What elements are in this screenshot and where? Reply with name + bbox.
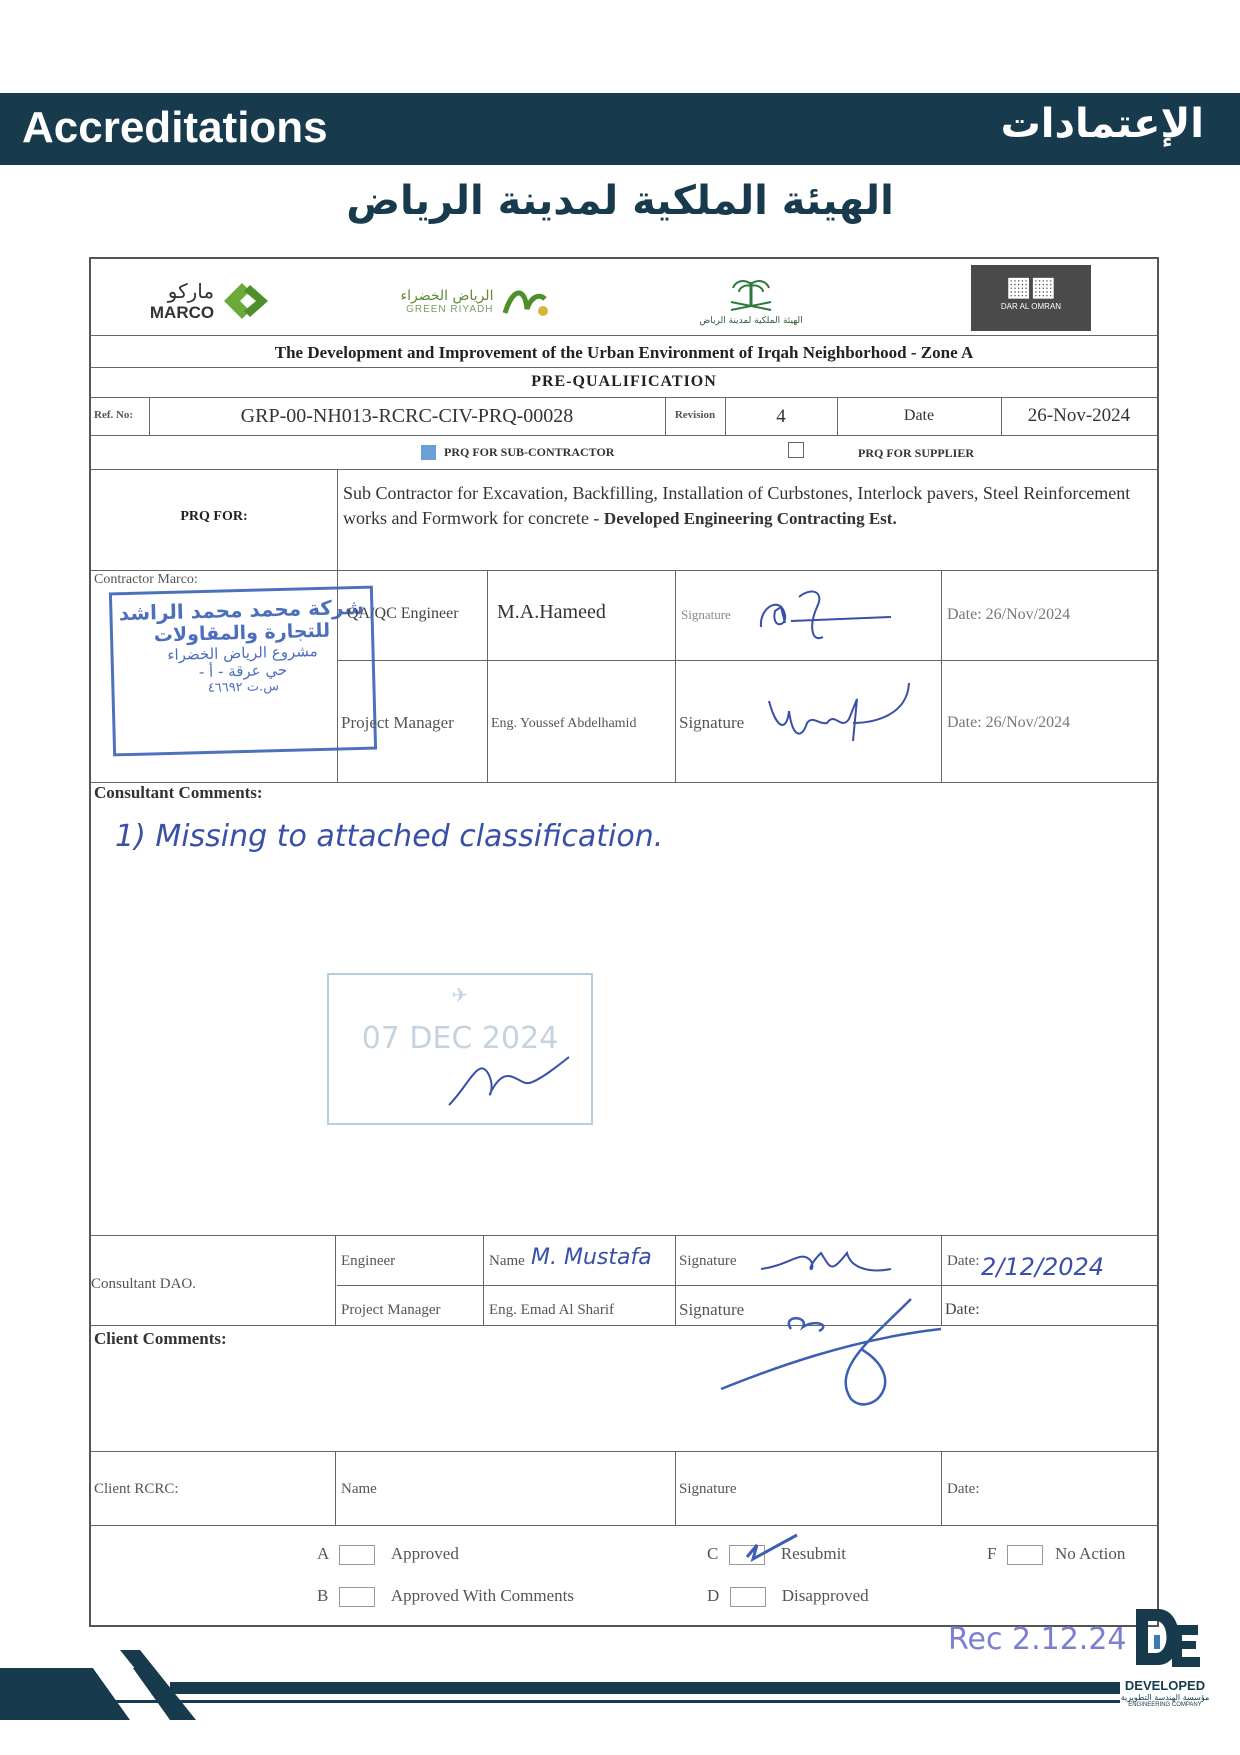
contractor-name-1: M.A.Hameed <box>497 601 606 623</box>
received-note: Rec 2.12.24 <box>948 1622 1127 1657</box>
contractor-date-2: Date: 26/Nov/2024 <box>947 714 1071 731</box>
marco-logo <box>141 267 281 335</box>
dar-logo-text: DAR AL OMRAN <box>1000 302 1062 311</box>
dao-name-hand-1: M. Mustafa <box>531 1245 652 1270</box>
code-f-letter: F <box>987 1544 997 1563</box>
contractor-role-2: Project Manager <box>341 713 454 732</box>
code-d-letter: D <box>707 1586 720 1605</box>
contractor-name-2: Eng. Youssef Abdelhamid <box>491 716 637 731</box>
code-a-label: Approved <box>390 1544 459 1563</box>
code-c-label: Resubmit <box>780 1544 847 1563</box>
dao-role-1: Engineer <box>341 1253 396 1269</box>
dao-signature-2 <box>711 1279 951 1409</box>
consultant-dao-label: Consultant DAO. <box>91 1276 196 1292</box>
marco-mark-icon <box>220 275 272 327</box>
footer-stripes <box>0 1640 1240 1720</box>
dao-date-label-2: Date: <box>945 1301 980 1318</box>
contractor-signature-2 <box>757 671 927 757</box>
dar-al-omran-logo: ▦▦ DAR AL OMRAN <box>971 265 1091 331</box>
prq-for-company: Developed Engineering Contracting Est. <box>603 509 897 528</box>
dao-date-label-1: Date: <box>947 1253 980 1269</box>
prq-for-label: PRQ FOR: <box>180 509 248 524</box>
date-value: 26-Nov-2024 <box>1027 405 1131 426</box>
code-f-label: No Action <box>1054 1544 1126 1563</box>
contractor-signature-1 <box>751 577 901 647</box>
dao-role-2: Project Manager <box>341 1302 441 1318</box>
code-f <box>987 1544 1125 1565</box>
client-comments-label: Client Comments: <box>94 1329 227 1348</box>
ref-no-label: Ref. No: <box>94 409 134 421</box>
green-riyadh-mark-icon <box>499 279 551 323</box>
consultant-received-stamp: ✈ 07 DEC 2024 <box>327 973 593 1125</box>
developed-logo-icon <box>1128 1605 1202 1673</box>
banner-title-en: Accreditations <box>22 103 328 152</box>
prq-for-text: Sub Contractor for Excavation, Backfilling, Installation of Curbstones, Interlock pavers, Steel Reinforcement works and Formwork for concrete - <box>343 483 1131 528</box>
palm-swords-icon <box>721 276 781 316</box>
marco-logo-ar: ماركو <box>167 279 215 303</box>
footer-company-sub: ENGINEERING COMPANY <box>1128 1702 1202 1708</box>
footer-company-ar: مؤسسة الهندسة التطويرية <box>1120 1693 1210 1702</box>
document-title: الهيئة الملكية لمدينة الرياض <box>346 178 894 224</box>
contractor-signature-label-1: Signature <box>681 607 731 622</box>
code-d-checkbox[interactable] <box>730 1587 766 1607</box>
code-b-letter: B <box>317 1586 329 1605</box>
stamp-line-4: حي عرقة - أ - <box>198 660 288 682</box>
dao-name-2: Eng. Emad Al Sharif <box>489 1302 614 1318</box>
developed-engineering-logo <box>1110 1605 1220 1715</box>
code-a-checkbox[interactable] <box>339 1545 375 1565</box>
marco-logo-en: MARCO <box>149 303 215 322</box>
stamp-line-1: شركة محمد محمد الراشد <box>118 594 365 626</box>
ref-no-value: GRP-00-NH013-RCRC-CIV-PRQ-00028 <box>240 405 574 427</box>
consultant-comments-handwritten: 1) Missing to attached classification. <box>115 819 664 854</box>
prequalification-form <box>89 257 1159 1627</box>
prq-for-description <box>343 481 1151 531</box>
dao-signature-label-1: Signature <box>679 1253 737 1269</box>
resubmit-check-mark-icon <box>741 1531 801 1565</box>
green-riyadh-en: GREEN RIYADH <box>406 303 494 315</box>
dao-date-hand-1: 2/12/2024 <box>981 1253 1105 1281</box>
prq-subcontractor-checkbox[interactable] <box>421 445 436 460</box>
prq-subcontractor-label: PRQ FOR SUB-CONTRACTOR <box>444 445 615 459</box>
consultant-stamp-signature <box>439 1045 579 1115</box>
dao-signature-label-2: Signature <box>679 1300 745 1319</box>
client-signature-label: Signature <box>679 1481 737 1497</box>
banner-title-ar: الإعتمادات <box>1000 101 1204 147</box>
code-d-label: Disapproved <box>781 1586 869 1605</box>
code-b-checkbox[interactable] <box>339 1587 375 1607</box>
code-a-letter: A <box>317 1544 329 1563</box>
prq-supplier-label: PRQ FOR SUPPLIER <box>858 446 975 460</box>
contractor-label: Contractor Marco: <box>94 572 198 587</box>
code-b <box>317 1586 574 1607</box>
date-label: Date <box>903 407 935 424</box>
dao-name-label-1: Name <box>489 1253 525 1269</box>
client-date-label: Date: <box>947 1481 980 1497</box>
stamp-line-3: مشروع الرياض الخضراء <box>167 642 318 664</box>
client-name-label: Name <box>341 1481 377 1497</box>
contractor-signature-label-2: Signature <box>679 713 745 732</box>
contractor-date-1: Date: 26/Nov/2024 <box>947 606 1071 623</box>
form-type: PRE-QUALIFICATION <box>531 373 717 390</box>
consultant-stamp-date: 07 DEC 2024 <box>361 1021 559 1056</box>
header-banner <box>0 93 1240 165</box>
contractor-role-1: QA/QC Engineer <box>347 605 459 622</box>
green-riyadh-logo <box>391 267 561 335</box>
revision-label: Revision <box>674 409 716 421</box>
code-b-label: Approved With Comments <box>390 1586 575 1605</box>
rcrc-logo-ar: الهيئة الملكية لمدينة الرياض <box>699 316 803 326</box>
code-a <box>317 1544 459 1565</box>
code-c-letter: C <box>707 1544 719 1563</box>
rcrc-logo <box>671 267 831 335</box>
revision-value: 4 <box>776 406 786 427</box>
code-f-checkbox[interactable] <box>1007 1545 1043 1565</box>
code-d <box>707 1586 869 1607</box>
consultant-comments-label: Consultant Comments: <box>94 783 263 802</box>
contractor-stamp <box>109 586 377 757</box>
client-rcrc-label: Client RCRC: <box>94 1481 179 1497</box>
footer-company-en: DEVELOPED <box>1124 1678 1206 1693</box>
stamp-line-2: للتجارة والمقاولات <box>153 619 331 647</box>
project-title: The Development and Improvement of the Urban Environment of Irqah Neighborhood - Zone A <box>274 343 974 362</box>
green-riyadh-ar: الرياض الخضراء <box>400 287 494 304</box>
stamp-line-5: س.ت ٤٦٦٩٢ <box>207 679 280 696</box>
prq-supplier-checkbox[interactable] <box>788 442 804 458</box>
